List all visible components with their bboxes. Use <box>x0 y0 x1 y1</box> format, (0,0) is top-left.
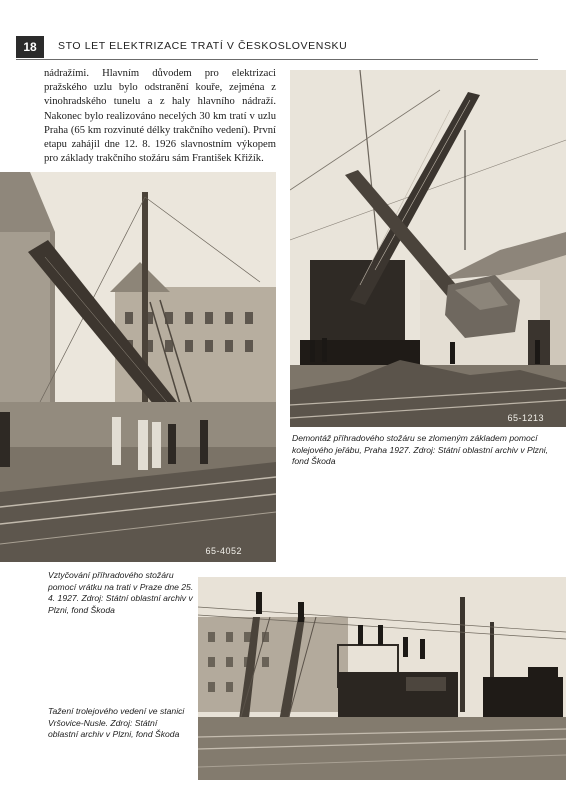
mast-illustration <box>0 172 276 562</box>
caption-station: Tažení trolejového vedení ve stanici Vršovice-Nusle. Zdroj: Státní oblastní archiv v Plzni, fond Škoda <box>48 706 185 740</box>
caption-mast: Vztyčování příhradového stožáru pomocí vrátku na trati v Praze dne 25. 4. 1927. Zdroj: Státní oblastní archiv v Plzni, fond Škoda <box>48 570 194 615</box>
photo-crane-code: 65-1213 <box>507 413 544 423</box>
page-header <box>0 0 566 62</box>
photo-mast <box>0 172 276 562</box>
caption-crane: Demontáž příhradového stožáru se zlomeným základem pomocí kolejového jeřábu, Praha 1927. Zdroj: Státní oblastní archiv v Plzni, fond Škoda <box>292 433 549 467</box>
body-paragraph: nádražími. Hlavním důvodem pro elektrizaci pražského uzlu bylo odstranění kouře, zejména z vinohradského tunelu a z haly hlavního nádraží. Nakonec bylo realizováno necelých 30 km tratí v uzlu Praha (65 km rozvinuté délky trakčního vedení). První etapu zahájil dne 12. 8. 1926 slavnostním výkopem pro základy trakčního stožáru sám František Křižík. <box>44 68 276 165</box>
photo-crane <box>290 70 566 427</box>
crane-illustration <box>290 70 566 427</box>
running-title: STO LET ELEKTRIZACE TRATÍ V ČESKOSLOVENSKU <box>58 40 348 52</box>
photo-mast-code: 65-4052 <box>205 546 242 556</box>
page-number: 18 <box>16 36 44 58</box>
station-illustration <box>198 577 566 780</box>
header-rule <box>16 59 538 60</box>
photo-station <box>198 577 566 780</box>
